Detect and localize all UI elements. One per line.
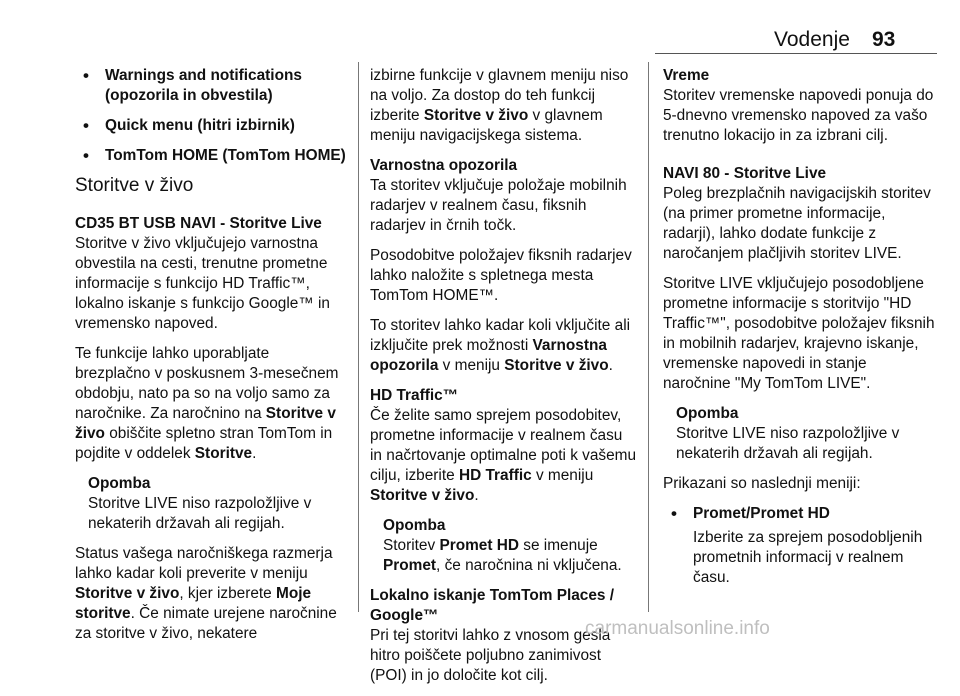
paragraph: Status vašega naročniškega razmerja lahko kadar koli preverite v meniju Storitve v živo, kjer izberete Moje storitve. Če nimate urejene naročnine za storitve v živo, nekatere bbox=[75, 545, 337, 642]
bullet-item: • Promet/Promet HD bbox=[663, 504, 935, 524]
note-title: Opomba bbox=[383, 517, 446, 534]
note-box bbox=[75, 474, 347, 534]
note-text: Storitve LIVE niso razpoložljive v nekaterih državah ali regijah. bbox=[676, 425, 900, 462]
bullet-item: • Quick menu (hitri izbirnik) bbox=[75, 116, 347, 136]
section-heading: Storitve v živo bbox=[75, 175, 194, 196]
paragraph: Posodobitve položajev fiksnih radarjev lahko naložite s spletnega mesta TomTom HOME™. bbox=[370, 247, 632, 304]
column-1 bbox=[75, 66, 347, 654]
subheading: HD Traffic™ bbox=[370, 387, 459, 404]
column-divider-1 bbox=[358, 62, 359, 612]
note-title: Opomba bbox=[88, 475, 151, 492]
page-number: 93 bbox=[872, 28, 896, 51]
bullet-item: • Warnings and notifications (opozorila in obvestila) bbox=[75, 66, 347, 106]
paragraph: Prikazani so naslednji meniji: bbox=[663, 475, 861, 492]
watermark: carmanualsonline.info bbox=[585, 618, 770, 639]
note-title: Opomba bbox=[676, 405, 739, 422]
subheading: Lokalno iskanje TomTom Places / Google™ bbox=[370, 587, 615, 624]
subheading: Vreme bbox=[663, 67, 710, 84]
bullet-item: • TomTom HOME (TomTom HOME) bbox=[75, 146, 347, 166]
page-header bbox=[0, 0, 960, 58]
paragraph: Storitev vremenske napovedi ponuja do 5-dnevno vremensko napoved za vašo trenutno lokacijo in za izbrani cilj. bbox=[663, 87, 934, 144]
subheading: Varnostna opozorila bbox=[370, 157, 518, 174]
note-box bbox=[370, 516, 638, 576]
bullet-description: Izberite za sprejem posodobljenih prometnih informacij v realnem času. bbox=[693, 529, 923, 586]
paragraph: Če želite samo sprejem posodobitev, prometne informacije v realnem času in načrtovanje optimalne poti k vašemu cilju, izberite HD Traffic v meniju Storitve v živo. bbox=[370, 407, 637, 504]
note-text: Storitve LIVE niso razpoložljive v nekaterih državah ali regijah. bbox=[88, 495, 312, 532]
chapter-title: Vodenje bbox=[774, 28, 850, 51]
column-3 bbox=[663, 66, 935, 598]
note-text: Storitev Promet HD se imenuje Promet, če naročnina ni vključena. bbox=[383, 537, 622, 574]
paragraph: Te funkcije lahko uporabljate brezplačno v poskusnem 3-mesečnem obdobju, nato pa so na voljo samo za naročnike. Za naročnino na Storitve v živo obiščite spletno stran TomTom in pojdite v oddelek Storitve. bbox=[75, 345, 339, 462]
menu-bullet-list bbox=[663, 504, 935, 524]
column-divider-2 bbox=[648, 62, 649, 612]
menu-bullet-list bbox=[75, 66, 347, 166]
paragraph: Storitve LIVE vključujejo posodobljene prometne informacije s storitvijo "HD Traffic™", posodobitve položajev fiksnih in mobilnih radarjev, krajevno iskanje, vremenske napovedi in stanje naročnine "My TomTom LIVE". bbox=[663, 275, 935, 392]
paragraph: Ta storitev vključuje položaje mobilnih radarjev v realnem času, fiksnih radarjev in črnih točk. bbox=[370, 177, 627, 234]
paragraph: izbirne funkcije v glavnem meniju niso na voljo. Za dostop do teh funkcij izberite Storitve v živo v glavnem meniju navigacijskega sistema. bbox=[370, 67, 629, 144]
note-box bbox=[663, 404, 935, 464]
subheading: CD35 BT USB NAVI - Storitve Live bbox=[75, 215, 322, 232]
paragraph: To storitev lahko kadar koli vključite ali izključite prek možnosti Varnostna opozorila v meniju Storitve v živo. bbox=[370, 317, 631, 374]
paragraph: Pri tej storitvi lahko z vnosom gesla hitro poiščete poljubno zanimivost (POI) in jo določite kot cilj. bbox=[370, 627, 611, 684]
header-rule bbox=[655, 53, 937, 54]
paragraph: Poleg brezplačnih navigacijskih storitev (na primer prometne informacije, radarji), lahko dodate funkcije z naročanjem plačljivih storitev LIVE. bbox=[663, 185, 931, 262]
column-2 bbox=[370, 66, 638, 696]
subheading: NAVI 80 - Storitve Live bbox=[663, 165, 827, 182]
paragraph: Storitve v živo vključujejo varnostna obvestila na cesti, trenutne prometne informacije s funkcijo HD Traffic™, lokalno iskanje s funkcijo Google™ in vremensko napoved. bbox=[75, 235, 330, 332]
